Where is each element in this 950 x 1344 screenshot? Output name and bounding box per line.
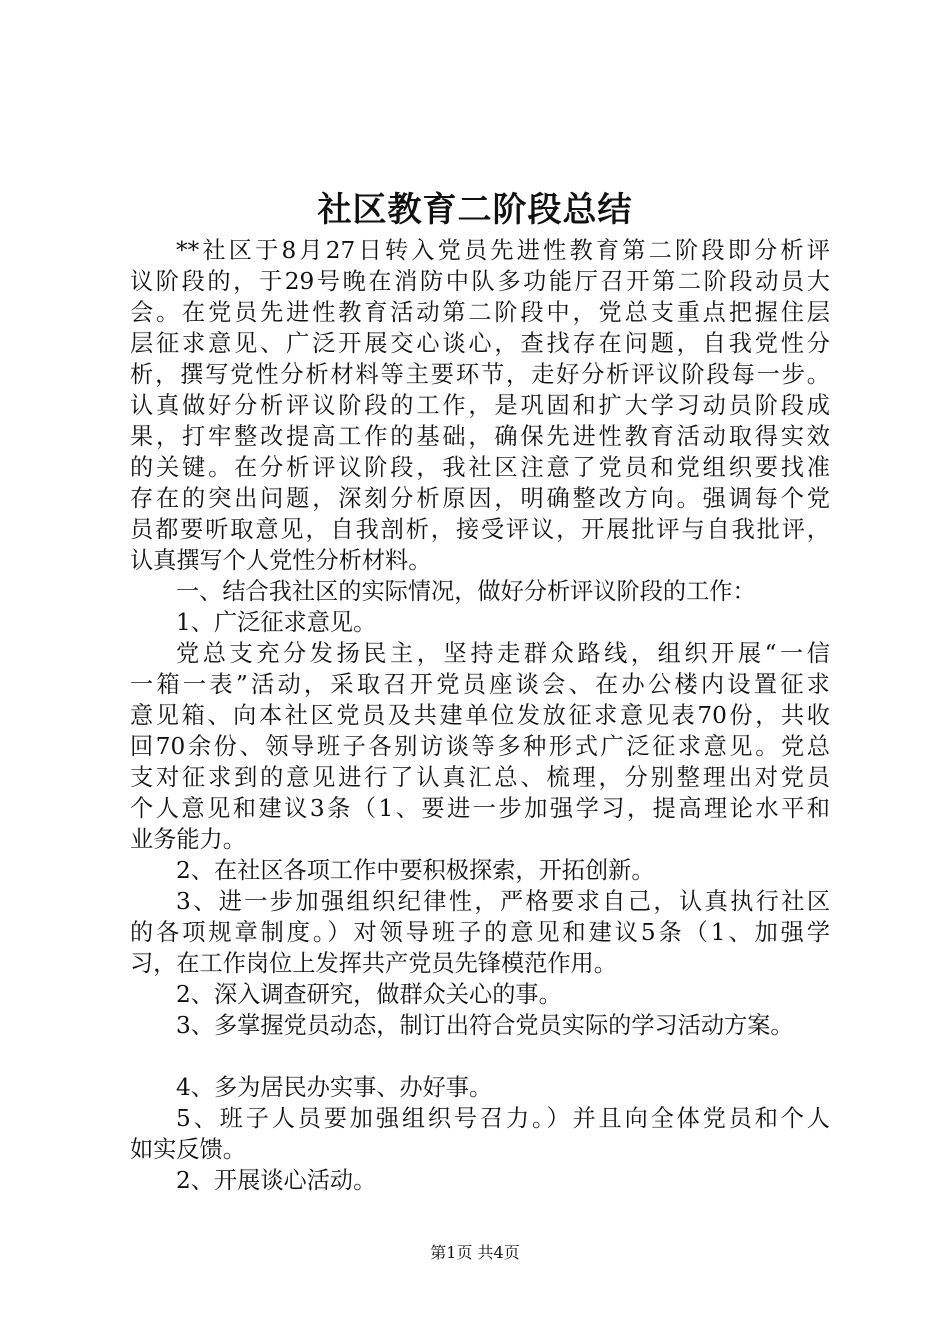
paragraph-line: **社区于8月27日转入党员先进性教育第二阶段即分析评	[176, 237, 830, 264]
paragraph-line: 如实反馈。	[130, 1136, 246, 1163]
list-item: 2、在社区各项工作中要积极探索，开拓创新。	[176, 857, 655, 884]
paragraph-line: 议阶段的，于29号晚在消防中队多功能厅召开第二阶段动员大	[130, 268, 830, 295]
page-number-footer: 第1页 共4页	[430, 1243, 520, 1262]
paragraph-line: 认真做好分析评议阶段的工作，是巩固和扩大学习动员阶段成	[130, 392, 830, 419]
subsection-heading: 1、广泛征求意见。	[176, 609, 377, 636]
paragraph-line: 业务能力。	[130, 826, 246, 853]
paragraph-line: 会。在党员先进性教育活动第二阶段中，党总支重点把握住层	[130, 299, 830, 326]
list-item: 3、进一步加强组织纪律性，严格要求自己，认真执行社区	[176, 888, 830, 915]
paragraph-line: 个人意见和建议3条（1、要进一步加强学习，提高理论水平和	[130, 795, 830, 822]
document-title: 社区教育二阶段总结	[317, 190, 633, 230]
list-item: 4、多为居民办实事、办好事。	[176, 1074, 493, 1101]
paragraph-line: 意见箱、向本社区党员及共建单位发放征求意见表70份，共收	[130, 702, 830, 729]
paragraph-line: 的各项规章制度。）对领导班子的意见和建议5条（1、加强学	[130, 919, 830, 946]
paragraph-line: 员都要听取意见，自我剖析，接受评议，开展批评与自我批评，	[130, 516, 830, 543]
paragraph-line: 习，在工作岗位上发挥共产党员先锋模范作用。	[130, 950, 617, 977]
paragraph-line: 的关键。在分析评议阶段，我社区注意了党员和党组织要找准	[130, 454, 830, 481]
list-item: 2、深入调查研究，做群众关心的事。	[176, 981, 562, 1008]
section-heading: 一、结合我社区的实际情况，做好分析评议阶段的工作：	[176, 578, 756, 605]
subsection-heading: 2、开展谈心活动。	[176, 1167, 377, 1194]
paragraph-line: 一箱一表”活动，采取召开党员座谈会、在办公楼内设置征求	[130, 671, 830, 698]
paragraph-line: 党总支充分发扬民主，坚持走群众路线，组织开展“一信	[176, 640, 830, 667]
paragraph-line: 析，撰写党性分析材料等主要环节，走好分析评议阶段每一步。	[130, 361, 830, 388]
paragraph-line: 支对征求到的意见进行了认真汇总、梳理，分别整理出对党员	[130, 764, 830, 791]
list-item: 3、多掌握党员动态，制订出符合党员实际的学习活动方案。	[176, 1012, 794, 1039]
paragraph-line: 认真撰写个人党性分析材料。	[130, 547, 432, 574]
paragraph-line: 果，打牢整改提高工作的基础，确保先进性教育活动取得实效	[130, 423, 830, 450]
list-item: 5、班子人员要加强组织号召力。）并且向全体党员和个人	[176, 1105, 830, 1132]
paragraph-line: 存在的突出问题，深刻分析原因，明确整改方向。强调每个党	[130, 485, 830, 512]
paragraph-line: 回70余份、领导班子各别访谈等多种形式广泛征求意见。党总	[130, 733, 830, 760]
paragraph-line: 层征求意见、广泛开展交心谈心，查找存在问题，自我党性分	[130, 330, 830, 357]
